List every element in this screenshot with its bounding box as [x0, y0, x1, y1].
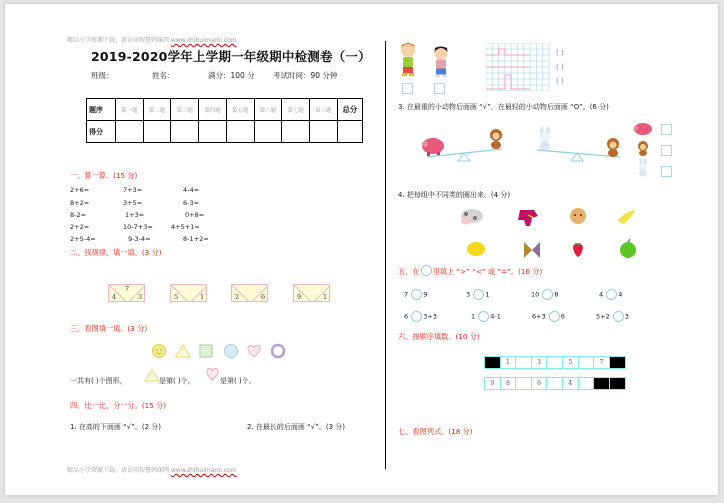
- document-page: [5, 4, 718, 495]
- math-problem: 6-3=: [183, 199, 200, 207]
- math-problem: 10-7+3=: [123, 223, 153, 231]
- score-cell[interactable]: [116, 121, 144, 143]
- table-header-cell: 第六题: [254, 99, 282, 121]
- question-text: 是第( )个。: [220, 377, 256, 385]
- math-problem: 8-2=: [70, 211, 87, 219]
- compare-left: 5+2: [596, 312, 610, 321]
- math-problem: 1+3=: [125, 211, 145, 219]
- section-1-title: 一、算一算。(15 分): [70, 171, 138, 180]
- math-problem: 4-4=: [183, 186, 200, 194]
- compare-right: 4-1: [490, 312, 501, 321]
- compare-item: [599, 289, 622, 300]
- envelope-3: [231, 284, 268, 302]
- pig-icon: [634, 123, 652, 135]
- sequence-cell: 7: [594, 357, 610, 368]
- sequence-blank[interactable]: [547, 357, 563, 368]
- table-header-cell: 第三题: [171, 99, 199, 121]
- watermark-text: 精品小学资源下载，请访问智慧妈咪网: [67, 37, 171, 44]
- shapes-row: [151, 343, 311, 359]
- math-problem: 8-1+2=: [183, 235, 209, 243]
- monkey-icon: [490, 129, 502, 149]
- sequence-cell-filled: [610, 357, 626, 368]
- compare-circle[interactable]: [613, 311, 624, 322]
- math-problem: 4+5+1=: [171, 223, 200, 231]
- envelope-number: 1: [323, 293, 328, 301]
- section-4-question-3: 3. 在最重的小动物后面画 “√”，在最轻的小动物后面画 “O”。(6 分): [398, 103, 609, 111]
- answer-box[interactable]: [402, 83, 413, 94]
- watermark-top: [67, 35, 237, 44]
- math-problem: 2+5-4=: [70, 235, 96, 243]
- table-header-cell: 第八题: [309, 99, 337, 121]
- compare-right: 9: [423, 290, 428, 299]
- envelope-2: [170, 284, 207, 302]
- circle-icon: [225, 345, 238, 358]
- strawberry-icon: [573, 244, 583, 258]
- exam-time-label: 考试时间：90 分钟: [273, 71, 338, 80]
- compare-right: 1: [485, 290, 490, 299]
- butterfly-icon: [524, 242, 540, 258]
- watermark-link[interactable]: www.zhihuimami.com: [170, 37, 237, 44]
- section-4-question-4: 4. 把每组中不同类的圈出来。(4 分): [398, 191, 511, 199]
- horse-icon: [518, 210, 538, 226]
- answer-box[interactable]: [434, 83, 445, 94]
- compare-circle[interactable]: [411, 311, 422, 322]
- bird-icon: [618, 210, 636, 224]
- score-cell[interactable]: [226, 121, 254, 143]
- section-5-title: [398, 267, 542, 277]
- watermark-bottom: [67, 465, 237, 474]
- sequence-cell-filled: [485, 357, 501, 368]
- compare-right: 8: [554, 290, 559, 299]
- watermark-text: 精品小学资源下载，请访问智慧妈咪网: [67, 467, 171, 474]
- sequence-cell-filled: [594, 378, 610, 389]
- section-4-question-1: 1. 在高的下面画 “√”。(2 分): [70, 423, 161, 431]
- score-cell[interactable]: [309, 121, 337, 143]
- math-problem: 8+2=: [70, 199, 90, 207]
- sequence-cell: 8: [501, 378, 517, 389]
- compare-right: 3+3: [423, 312, 437, 321]
- section-title-text: 里填上 “>” “<” 或 “=”。(16 分): [432, 267, 543, 276]
- classification-items: [460, 206, 640, 261]
- score-cell[interactable]: [143, 121, 171, 143]
- score-cell[interactable]: [254, 121, 282, 143]
- sequence-blank[interactable]: [547, 378, 563, 389]
- section-3-question: [70, 376, 127, 386]
- heart-icon: [248, 345, 260, 357]
- watermark-link[interactable]: www.zhihuimami.com: [170, 467, 237, 474]
- smiley-icon: [153, 345, 166, 358]
- compare-item: [404, 289, 427, 300]
- seesaw-illustration: [417, 122, 657, 172]
- sequence-blank[interactable]: [579, 378, 595, 389]
- compare-circle[interactable]: [542, 289, 553, 300]
- apple-icon: [620, 239, 636, 258]
- compare-left: 1: [471, 312, 476, 321]
- section-title-text: 五、在: [398, 267, 420, 276]
- heart-icon: [205, 367, 220, 381]
- compare-left: 6+3: [532, 312, 546, 321]
- compare-left: 7: [404, 290, 409, 299]
- bunny-icon: [639, 158, 647, 177]
- envelope-number: 7: [125, 285, 130, 293]
- square-icon: [200, 345, 212, 357]
- bunny-icon: [540, 126, 550, 151]
- math-problem: 2+6=: [70, 186, 90, 194]
- answer-blank[interactable]: ( ): [556, 49, 564, 57]
- sequence-cell-filled: [610, 378, 626, 389]
- score-cell[interactable]: [199, 121, 227, 143]
- number-sequence-row-1: [484, 356, 626, 369]
- boy-short-icon: [430, 45, 452, 81]
- ring-icon: [272, 345, 284, 357]
- envelope-number: 1: [200, 293, 205, 301]
- envelope-number: 3: [138, 293, 143, 301]
- compare-left: 10: [531, 290, 540, 299]
- envelope-number: 6: [261, 293, 266, 301]
- section-7-title: 七、看图列式。(18 分): [398, 427, 473, 436]
- compare-item: [466, 289, 489, 300]
- section-4-title: 四、比一比，分一分。(15 分): [70, 401, 167, 410]
- answer-blank[interactable]: ( ): [556, 77, 564, 85]
- compare-right: 6: [560, 312, 565, 321]
- circle-icon: [421, 265, 432, 276]
- cow-icon: [461, 209, 483, 225]
- length-grid: [486, 43, 550, 91]
- score-cell[interactable]: [171, 121, 199, 143]
- sequence-cell: 1: [501, 357, 517, 368]
- compare-circle[interactable]: [478, 311, 489, 322]
- table-header-cell: 题序: [87, 99, 116, 121]
- table-row: [87, 99, 363, 121]
- envelope-number: 9: [297, 293, 302, 301]
- animal-column: [632, 121, 654, 177]
- math-problem: 9-3-4=: [128, 235, 151, 243]
- compare-item: [596, 311, 629, 322]
- score-table: [86, 98, 363, 143]
- class-label: 班级：: [91, 71, 114, 80]
- question-text: 是第( )个，: [159, 377, 195, 385]
- table-header-cell: 第二题: [143, 99, 171, 121]
- number-sequence-row-2: [484, 377, 626, 390]
- sequence-blank[interactable]: [516, 357, 532, 368]
- math-problem: 3+5=: [123, 199, 143, 207]
- compare-circle[interactable]: [473, 289, 484, 300]
- compare-left: 6: [404, 312, 409, 321]
- compare-circle[interactable]: [606, 289, 617, 300]
- sequence-cell: 5: [563, 357, 579, 368]
- triangle-icon: [176, 345, 191, 357]
- lemon-icon: [467, 242, 485, 256]
- compare-left: 3: [466, 290, 471, 299]
- score-cell[interactable]: [282, 121, 310, 143]
- math-problem: 7+3=: [123, 186, 143, 194]
- section-3-title: 三、看图填一填。(3 分): [70, 324, 148, 333]
- section-6-title: 六、按顺序填数。(10 分): [398, 332, 480, 341]
- envelope-4: [293, 284, 330, 302]
- answer-blank[interactable]: ( ): [556, 63, 564, 71]
- compare-item: [532, 311, 565, 322]
- table-header-cell: 第七题: [282, 99, 310, 121]
- table-header-cell: 总分: [337, 99, 362, 121]
- compare-circle[interactable]: [549, 311, 560, 322]
- compare-item: [404, 311, 437, 322]
- sequence-cell: 4: [563, 378, 579, 389]
- compare-right: 3: [624, 312, 629, 321]
- answer-box[interactable]: [661, 124, 672, 135]
- column-divider: [385, 41, 386, 469]
- table-header-cell: 第一题: [116, 99, 144, 121]
- dog-icon: [570, 208, 586, 224]
- boy-tall-icon: [397, 41, 419, 81]
- section-4-question-2: 2. 在最长的后面画 “√”。(3 分): [247, 423, 345, 431]
- envelope-number: 4: [112, 293, 117, 301]
- table-header-cell: 第四题: [199, 99, 227, 121]
- compare-left: 4: [599, 290, 604, 299]
- compare-item: [531, 289, 559, 300]
- section-2-title: 二、找规律，填一填。(3 分): [70, 248, 162, 257]
- envelope-number: 5: [174, 293, 179, 301]
- compare-circle[interactable]: [411, 289, 422, 300]
- full-score-label: 满分：100 分: [208, 71, 255, 80]
- table-header-cell: 第五题: [226, 99, 254, 121]
- sequence-cell: 3: [532, 357, 548, 368]
- sequence-blank[interactable]: [579, 357, 595, 368]
- sequence-cell: 6: [532, 378, 548, 389]
- monkey-icon: [638, 141, 648, 156]
- answer-box[interactable]: [661, 145, 672, 156]
- answer-box[interactable]: [661, 166, 672, 177]
- envelope-1: [108, 284, 145, 302]
- envelope-number: 2: [235, 293, 240, 301]
- compare-right: 4: [618, 290, 623, 299]
- table-header-cell: 得分: [87, 121, 116, 143]
- math-problem: 2+2=: [70, 223, 90, 231]
- monkey-icon: [607, 138, 619, 157]
- sequence-cell: 9: [485, 378, 501, 389]
- sequence-blank[interactable]: [516, 378, 532, 389]
- page-title: 2019-2020学年上学期一年级期中检测卷（一）: [91, 49, 371, 64]
- name-label: 姓名：: [152, 71, 175, 80]
- question-text: 一共有( )个图形，: [70, 377, 127, 385]
- table-row: [87, 121, 363, 143]
- compare-item: [471, 311, 501, 322]
- math-problem: 0+8=: [185, 211, 205, 219]
- score-cell[interactable]: [337, 121, 362, 143]
- triangle-icon: [144, 369, 160, 382]
- pig-icon: [422, 138, 444, 156]
